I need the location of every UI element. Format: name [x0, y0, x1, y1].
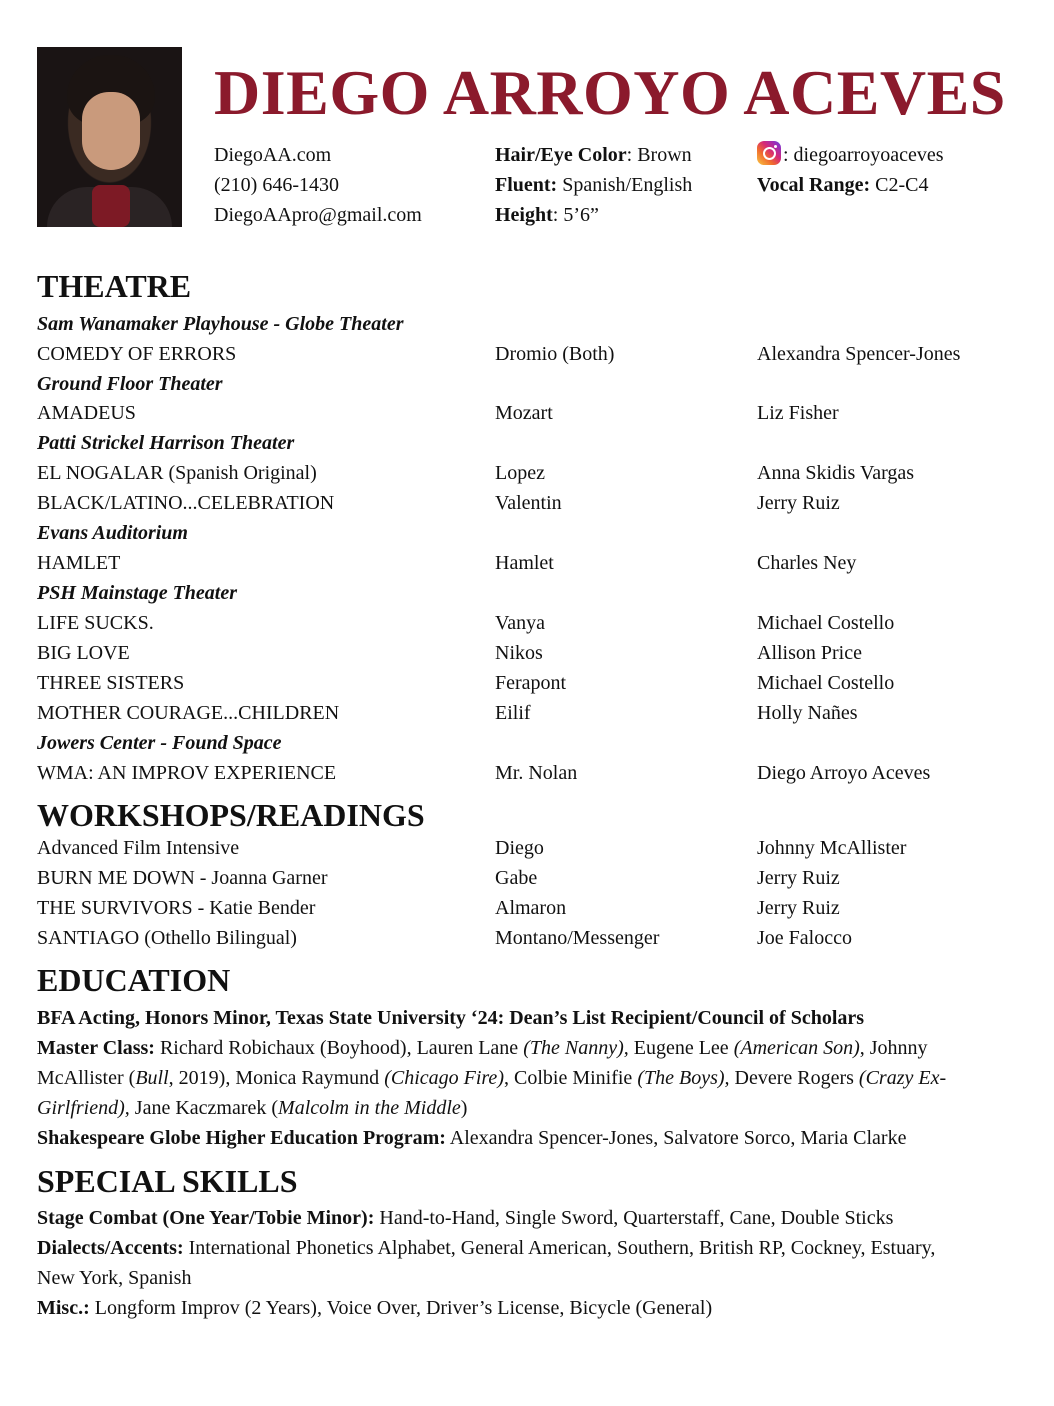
fluent-value: Spanish/English	[557, 174, 693, 196]
role: Mr. Nolan	[495, 762, 578, 784]
master-text: Richard Robichaux (Boyhood), Lauren Lane	[154, 1037, 524, 1059]
credit-row	[0, 458, 1054, 488]
role: Dromio (Both)	[495, 343, 615, 365]
master-title: (American Son)	[733, 1037, 860, 1059]
vocal-range-value: C2-C4	[870, 174, 929, 196]
credit-row	[0, 893, 1054, 923]
director: Diego Arroyo Aceves	[757, 762, 931, 784]
role: Hamlet	[495, 552, 554, 574]
director: Alexandra Spencer-Jones	[757, 343, 961, 365]
master-text: Eugene Lee	[628, 1037, 734, 1059]
role: Mozart	[495, 402, 553, 424]
social-info	[757, 140, 943, 200]
venue-heading: Jowers Center - Found Space	[37, 732, 282, 754]
combat-label: Stage Combat (One Year/Tobie Minor):	[37, 1207, 375, 1229]
production-title: LIFE SUCKS.	[37, 612, 154, 634]
director: Anna Skidis Vargas	[757, 462, 915, 484]
globe-program-line	[37, 1123, 1017, 1153]
combat-line	[37, 1203, 1017, 1233]
venue-heading: Ground Floor Theater	[37, 373, 223, 395]
education-block	[37, 1003, 1017, 1153]
credit-row	[0, 398, 1054, 428]
credit-row	[0, 863, 1054, 893]
production-title: BIG LOVE	[37, 642, 130, 664]
fluent-label: Fluent:	[495, 174, 558, 196]
height-label: Height	[495, 204, 553, 226]
misc-value: Longform Improv (2 Years), Voice Over, Driver’s License, Bicycle (General)	[89, 1297, 713, 1319]
role: Almaron	[495, 897, 567, 919]
height-value: : 5’6”	[552, 204, 599, 226]
instagram-icon	[757, 141, 781, 165]
production-title: MOTHER COURAGE...CHILDREN	[37, 702, 340, 724]
role: Ferapont	[495, 672, 567, 694]
master-text: Devere Rogers	[729, 1067, 859, 1089]
credit-row	[0, 638, 1054, 668]
venue-heading: Evans Auditorium	[37, 522, 188, 544]
role: Valentin	[495, 492, 562, 514]
master-text: , Johnny McAllister (	[37, 1037, 928, 1089]
actor-name: DIEGO ARROYO ACEVES	[214, 57, 1006, 128]
role: Nikos	[495, 642, 543, 664]
master-text: Jane Kaczmarek (	[129, 1097, 279, 1119]
education-heading: EDUCATION	[37, 962, 231, 998]
physical-info	[495, 140, 692, 230]
production-title: THREE SISTERS	[37, 672, 185, 694]
globe-program-label: Shakespeare Globe Higher Education Program:	[37, 1127, 446, 1149]
production-title: WMA: AN IMPROV EXPERIENCE	[37, 762, 337, 784]
master-title: (The Boys),	[637, 1067, 730, 1089]
master-title: (Crazy Ex-Girlfriend),	[37, 1067, 947, 1119]
master-class-label: Master Class:	[37, 1037, 155, 1059]
role: Lopez	[495, 462, 545, 484]
master-text: , 2019), Monica Raymund	[168, 1067, 385, 1089]
production-title: COMEDY OF ERRORS	[37, 343, 237, 365]
hair-eye-value: : Brown	[626, 144, 692, 166]
skills-heading: SPECIAL SKILLS	[37, 1163, 298, 1199]
combat-value: Hand-to-Hand, Single Sword, Quarterstaff, Cane, Double Sticks	[374, 1207, 894, 1229]
role: Gabe	[495, 867, 538, 889]
director: Jerry Ruiz	[757, 867, 840, 889]
misc-label: Misc.:	[37, 1297, 90, 1319]
vocal-range-label: Vocal Range:	[757, 174, 871, 196]
director: Joe Falocco	[757, 927, 852, 949]
director: Allison Price	[757, 642, 862, 664]
credit-row	[0, 923, 1054, 953]
production-title: BURN ME DOWN - Joanna Garner	[37, 867, 328, 889]
director: Holly Nañes	[757, 702, 858, 724]
production-title: BLACK/LATINO...CELEBRATION	[37, 492, 335, 514]
production-title: EL NOGALAR (Spanish Original)	[37, 462, 317, 484]
director: Liz Fisher	[757, 402, 839, 424]
theatre-heading: THEATRE	[37, 268, 192, 304]
credit-row	[0, 339, 1054, 369]
role: Vanya	[495, 612, 545, 634]
director: Michael Costello	[757, 672, 895, 694]
master-title: (The Nanny),	[523, 1037, 629, 1059]
master-class-line	[37, 1033, 1017, 1123]
credit-row	[0, 608, 1054, 638]
master-title: Malcolm in the Middle	[278, 1097, 461, 1119]
production-title: HAMLET	[37, 552, 121, 574]
dialects-value: International Phonetics Alphabet, General American, Southern, British RP, Cockney, Estuary, New York, Spanish	[37, 1237, 936, 1289]
role: Montano/Messenger	[495, 927, 660, 949]
hair-eye-label: Hair/Eye Color	[495, 144, 627, 166]
master-title: (Chicago Fire)	[384, 1067, 504, 1089]
director: Michael Costello	[757, 612, 895, 634]
credit-row	[0, 833, 1054, 863]
director: Jerry Ruiz	[757, 492, 840, 514]
role: Diego	[495, 837, 544, 859]
website-link[interactable]: DiegoAA.com	[214, 144, 332, 166]
production-title: SANTIAGO (Othello Bilingual)	[37, 927, 297, 949]
master-text: , Colbie Minifie	[503, 1067, 638, 1089]
phone-number: (210) 646-1430	[214, 174, 339, 196]
contact-info	[214, 140, 422, 230]
master-text: )	[460, 1097, 468, 1119]
role: Eilif	[495, 702, 531, 724]
globe-program-value: Alexandra Spencer-Jones, Salvatore Sorco, Maria Clarke	[445, 1127, 907, 1149]
misc-line	[37, 1293, 1017, 1323]
production-title: THE SURVIVORS - Katie Bender	[37, 897, 316, 919]
venue-heading: Patti Strickel Harrison Theater	[37, 432, 295, 454]
venue-heading: PSH Mainstage Theater	[37, 582, 238, 604]
venue-heading: Sam Wanamaker Playhouse - Globe Theater	[37, 313, 404, 335]
production-title: Advanced Film Intensive	[37, 837, 240, 859]
credit-row	[0, 488, 1054, 518]
dialects-label: Dialects/Accents:	[37, 1237, 184, 1259]
email-link[interactable]: DiegoAApro@gmail.com	[214, 204, 422, 226]
director: Johnny McAllister	[757, 837, 907, 859]
credit-row	[0, 668, 1054, 698]
director: Charles Ney	[757, 552, 857, 574]
production-title: AMADEUS	[37, 402, 136, 424]
skills-block	[37, 1203, 1017, 1323]
credit-row	[0, 548, 1054, 578]
dialects-line	[37, 1233, 947, 1293]
credit-row	[0, 698, 1054, 728]
headshot-photo	[37, 47, 182, 227]
master-title: Bull	[135, 1067, 169, 1089]
director: Jerry Ruiz	[757, 897, 840, 919]
credit-row	[0, 758, 1054, 788]
degree-line: BFA Acting, Honors Minor, Texas State University ‘24: Dean’s List Recipient/Council of Scholars	[37, 1007, 865, 1029]
instagram-handle[interactable]: : diegoarroyoaceves	[783, 144, 944, 166]
workshops-heading: WORKSHOPS/READINGS	[37, 797, 425, 833]
